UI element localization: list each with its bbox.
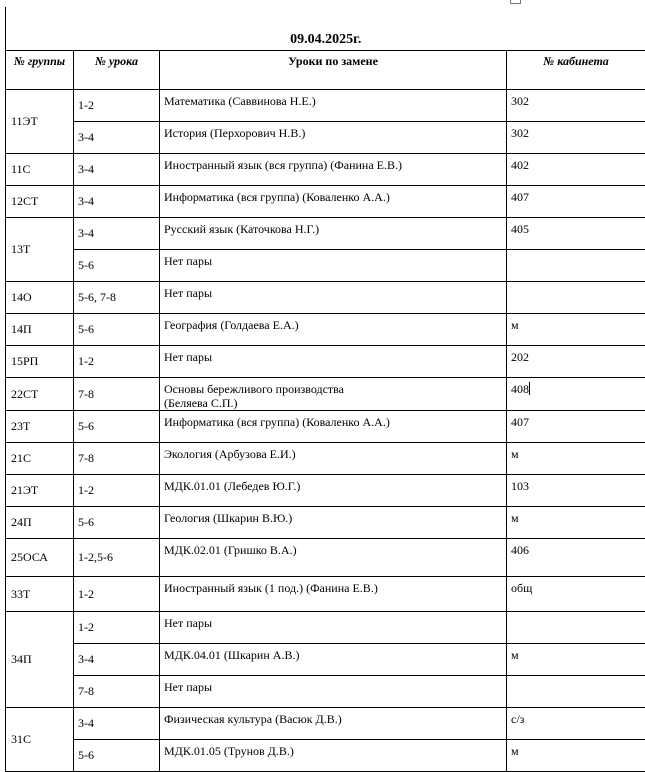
room-cell	[507, 250, 645, 282]
table-row	[6, 539, 645, 577]
subject-cell: История (Перхорович Н.В.)	[160, 122, 507, 154]
room-cell[interactable]	[507, 378, 645, 411]
lesson-cell: 7-8	[74, 378, 160, 411]
room-cell: м	[507, 507, 645, 539]
header-group: № группы	[6, 51, 74, 90]
lesson-cell: 1-2	[74, 346, 160, 378]
replacement-schedule-table	[5, 7, 645, 772]
room-cell: 103	[507, 475, 645, 507]
subject-cell: Иностранный язык (1 под.) (Фанина Е.В.)	[160, 577, 507, 612]
table-row	[6, 282, 645, 314]
room-cell: м	[507, 644, 645, 676]
room-cell: 202	[507, 346, 645, 378]
subject-cell: МДК.04.01 (Шкарин А.В.)	[160, 644, 507, 676]
subject-cell: Русский язык (Каточкова Н.Г.)	[160, 218, 507, 250]
table-row	[6, 411, 645, 443]
lesson-cell: 3-4	[74, 708, 160, 740]
lesson-cell: 3-4	[74, 644, 160, 676]
group-cell: 31С	[6, 708, 74, 772]
table-row	[6, 612, 645, 644]
lesson-cell: 5-6	[74, 314, 160, 346]
table-row	[6, 507, 645, 539]
table-row	[6, 676, 645, 708]
subject-cell: МДК.01.01 (Лебедев Ю.Г.)	[160, 475, 507, 507]
subject-cell: Физическая культура (Васюк Д.В.)	[160, 708, 507, 740]
table-row	[6, 186, 645, 218]
table-row	[6, 378, 645, 411]
subject-cell: МДК.01.05 (Трунов Д.В.)	[160, 740, 507, 772]
table-row	[6, 644, 645, 676]
room-cell: м	[507, 740, 645, 772]
subject-cell: Иностранный язык (вся группа) (Фанина Е.В.)	[160, 154, 507, 186]
room-cell: 302	[507, 122, 645, 154]
room-cell: 405	[507, 218, 645, 250]
room-cell: 406	[507, 539, 645, 577]
subject-cell: Нет пары	[160, 612, 507, 644]
lesson-cell: 3-4	[74, 122, 160, 154]
lesson-cell: 3-4	[74, 218, 160, 250]
room-cell	[507, 612, 645, 644]
room-cell: 402	[507, 154, 645, 186]
group-cell: 11ЭТ	[6, 90, 74, 154]
group-cell: 21ЭТ	[6, 475, 74, 507]
header-lesson: № урока	[74, 51, 160, 90]
subject-cell: Математика (Саввинова Н.Е.)	[160, 90, 507, 122]
subject-cell: Информатика (вся группа) (Коваленко А.А.)	[160, 186, 507, 218]
room-cell: 407	[507, 411, 645, 443]
subject-cell	[160, 378, 507, 411]
table-row	[6, 708, 645, 740]
table-row	[6, 122, 645, 154]
room-cell: 407	[507, 186, 645, 218]
lesson-cell: 3-4	[74, 186, 160, 218]
subject-line-1: Основы бережливого производства	[164, 382, 344, 396]
room-cell	[507, 676, 645, 708]
page-corner-mark	[510, 0, 521, 4]
group-cell: 34П	[6, 612, 74, 708]
subject-cell: Нет пары	[160, 346, 507, 378]
lesson-cell: 3-4	[74, 154, 160, 186]
lesson-cell: 5-6, 7-8	[74, 282, 160, 314]
subject-cell: Геология (Шкарин В.Ю.)	[160, 507, 507, 539]
lesson-cell: 5-6	[74, 507, 160, 539]
group-cell: 13Т	[6, 218, 74, 282]
lesson-cell: 5-6	[74, 740, 160, 772]
lesson-cell: 1-2	[74, 612, 160, 644]
lesson-cell: 7-8	[74, 443, 160, 475]
room-value: 408	[511, 382, 529, 396]
subject-cell: Информатика (вся группа) (Коваленко А.А.)	[160, 411, 507, 443]
date-title: 09.04.2025г.	[6, 7, 645, 51]
group-cell: 21С	[6, 443, 74, 475]
room-cell: м	[507, 314, 645, 346]
subject-line-2: (Беляева С.П.)	[164, 396, 238, 410]
table-row	[6, 577, 645, 612]
room-cell: с/з	[507, 708, 645, 740]
group-cell: 24П	[6, 507, 74, 539]
group-cell: 12СТ	[6, 186, 74, 218]
table-row	[6, 346, 645, 378]
subject-cell: Нет пары	[160, 676, 507, 708]
text-cursor	[529, 382, 530, 395]
subject-cell: Экология (Арбузова Е.И.)	[160, 443, 507, 475]
room-cell	[507, 282, 645, 314]
group-cell: 22СТ	[6, 378, 74, 411]
table-row	[6, 218, 645, 250]
header-subject: Уроки по замене	[160, 51, 507, 90]
subject-cell: Нет пары	[160, 282, 507, 314]
document-page	[5, 0, 645, 771]
table-row	[6, 90, 645, 122]
lesson-cell: 7-8	[74, 676, 160, 708]
lesson-cell: 1-2	[74, 475, 160, 507]
table-row	[6, 250, 645, 282]
table-row	[6, 154, 645, 186]
subject-cell: География (Голдаева Е.А.)	[160, 314, 507, 346]
group-cell: 23Т	[6, 411, 74, 443]
room-cell: общ	[507, 577, 645, 612]
group-cell: 15РП	[6, 346, 74, 378]
group-cell: 14П	[6, 314, 74, 346]
lesson-cell: 1-2	[74, 577, 160, 612]
subject-cell: МДК.02.01 (Гришко В.А.)	[160, 539, 507, 577]
lesson-cell: 5-6	[74, 411, 160, 443]
group-cell: 11С	[6, 154, 74, 186]
subject-cell: Нет пары	[160, 250, 507, 282]
table-row	[6, 740, 645, 772]
table-row	[6, 314, 645, 346]
lesson-cell: 1-2,5-6	[74, 539, 160, 577]
table-row	[6, 443, 645, 475]
header-room: № кабинета	[507, 51, 645, 90]
lesson-cell: 1-2	[74, 90, 160, 122]
room-cell: м	[507, 443, 645, 475]
group-cell: 14О	[6, 282, 74, 314]
group-cell: 33Т	[6, 577, 74, 612]
group-cell: 25ОСА	[6, 539, 74, 577]
table-row	[6, 475, 645, 507]
room-cell: 302	[507, 90, 645, 122]
lesson-cell: 5-6	[74, 250, 160, 282]
